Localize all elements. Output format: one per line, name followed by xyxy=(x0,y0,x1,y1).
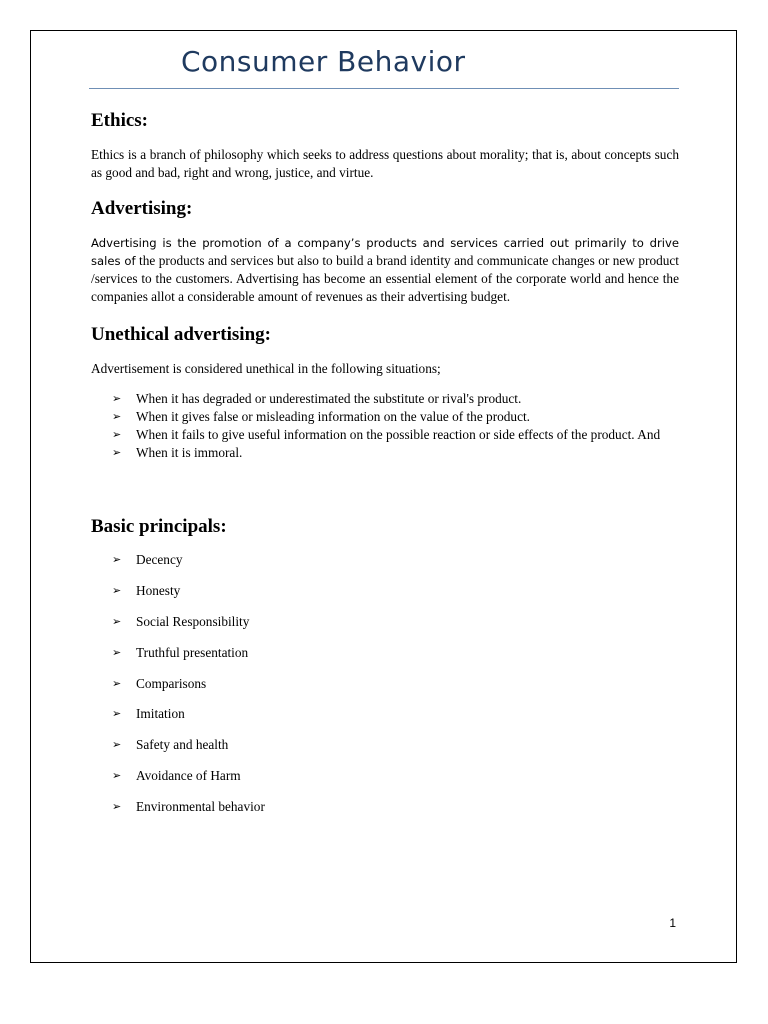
list-item-text: Avoidance of Harm xyxy=(136,768,241,784)
arrowhead-bullet-icon: ➢ xyxy=(112,614,122,628)
arrowhead-bullet-icon: ➢ xyxy=(112,676,122,690)
arrowhead-bullet-icon: ➢ xyxy=(112,583,122,597)
advertising-paragraph-rest: the products and services but also to build a brand identity and communicate changes or new product /services to the customers. Advertising has become an essential element of the corporate world and hence the companies allot a considerable amount of revenues as their advertising budget. xyxy=(91,253,679,304)
list-item-text: Comparisons xyxy=(136,675,207,691)
arrowhead-bullet-icon: ➢ xyxy=(112,707,122,721)
arrowhead-bullet-icon: ➢ xyxy=(112,645,122,659)
list-item-text: Environmental behavior xyxy=(136,799,265,815)
list-item xyxy=(91,444,679,462)
list-item-text: Imitation xyxy=(136,706,185,722)
document-content xyxy=(91,109,679,829)
arrowhead-bullet-icon: ➢ xyxy=(112,428,122,441)
list-item-text: Social Responsibility xyxy=(136,613,250,629)
list-item xyxy=(91,426,679,444)
list-item xyxy=(91,736,679,754)
advertising-heading: Advertising: xyxy=(91,198,193,219)
title-underline xyxy=(89,88,679,89)
document-page xyxy=(30,30,737,963)
arrowhead-bullet-icon: ➢ xyxy=(112,738,122,752)
list-item-text: Honesty xyxy=(136,582,181,598)
list-item xyxy=(91,551,679,569)
list-item-text: Decency xyxy=(136,552,183,567)
list-item xyxy=(91,767,679,785)
list-item xyxy=(91,582,679,600)
list-item-text: Truthful presentation xyxy=(136,644,249,660)
arrowhead-bullet-icon: ➢ xyxy=(112,392,122,405)
unethical-intro: Advertisement is considered unethical in the following situations; xyxy=(91,361,441,376)
list-item xyxy=(91,644,679,662)
list-item xyxy=(91,613,679,631)
list-item-text: Safety and health xyxy=(136,737,229,753)
basic-principals-list xyxy=(91,551,679,816)
unethical-advertising-heading: Unethical advertising: xyxy=(91,324,271,345)
list-item xyxy=(91,798,679,816)
arrowhead-bullet-icon: ➢ xyxy=(112,800,122,814)
list-item-text: When it gives false or misleading information on the value of the product. xyxy=(136,409,530,424)
ethics-heading: Ethics: xyxy=(91,110,148,131)
basic-principals-heading: Basic principals: xyxy=(91,516,227,537)
list-item-text: When it has degraded or underestimated the substitute or rival's product. xyxy=(136,391,522,406)
list-item xyxy=(91,705,679,723)
arrowhead-bullet-icon: ➢ xyxy=(112,553,122,566)
list-item xyxy=(91,675,679,693)
arrowhead-bullet-icon: ➢ xyxy=(112,769,122,783)
arrowhead-bullet-icon: ➢ xyxy=(112,410,122,423)
ethics-paragraph: Ethics is a branch of philosophy which seeks to address questions about morality; that is, about concepts such as good and bad, right and wrong, justice, and virtue. xyxy=(91,147,679,180)
list-item xyxy=(91,408,679,426)
advertising-paragraph xyxy=(91,234,679,306)
list-item xyxy=(91,390,679,408)
advertising-paragraph-lead: Advertising is the promotion of a company’s products and services carried out primarily to drive sales of xyxy=(91,236,679,268)
list-item-text: When it fails to give useful information on the possible reaction or side effects of the product. And xyxy=(136,427,661,442)
page-number: 1 xyxy=(669,916,676,930)
list-item-text: When it is immoral. xyxy=(136,445,243,460)
arrowhead-bullet-icon: ➢ xyxy=(112,446,122,459)
unethical-situations-list xyxy=(91,390,679,462)
page-title: Consumer Behavior xyxy=(181,45,466,78)
